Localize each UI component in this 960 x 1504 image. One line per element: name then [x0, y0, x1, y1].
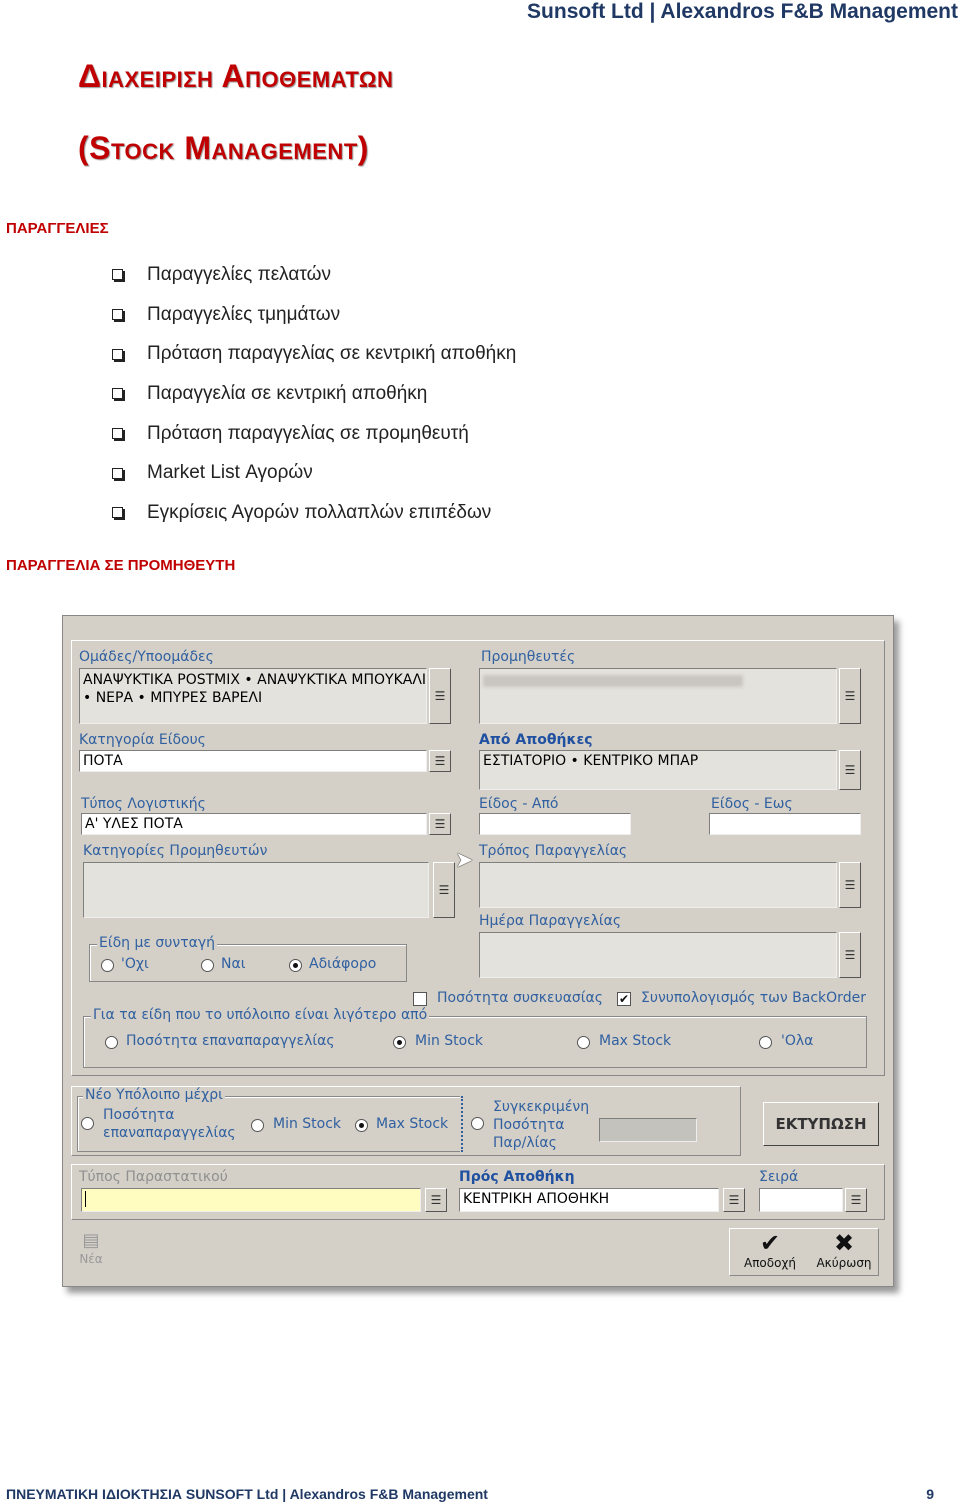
item-to-field[interactable] — [709, 813, 861, 835]
list-icon: ☰ — [434, 754, 446, 768]
category-field[interactable]: ΠΟΤΑ — [79, 750, 427, 772]
recipe-option-yes-label: Ναι — [221, 956, 246, 972]
series-lookup-button[interactable] — [845, 1188, 867, 1212]
list-item: Παραγγελίες τμημάτων — [110, 295, 516, 335]
checkbox-bullet-icon — [112, 428, 123, 439]
item-to-label: Είδος - Εως — [711, 796, 793, 812]
list-icon: ☰ — [844, 878, 856, 892]
suppliers-field[interactable] — [479, 668, 837, 724]
recipe-option-any-label: Αδιάφορο — [309, 956, 377, 972]
list-icon: ☰ — [844, 689, 856, 703]
groups-lookup-button[interactable] — [429, 668, 451, 724]
close-icon: ✖ — [833, 1229, 855, 1257]
category-lookup-button[interactable] — [429, 750, 451, 772]
list-item: Πρόταση παραγγελίας σε κεντρική αποθήκη — [110, 334, 516, 374]
checkbox-bullet-icon — [112, 309, 123, 320]
item-from-field[interactable] — [479, 813, 631, 835]
page-subtitle: (Stock Management) — [78, 130, 369, 166]
package-qty-label: Ποσότητα συσκευασίας — [437, 990, 603, 1006]
order-day-label: Ημέρα Παραγγελίας — [479, 913, 622, 929]
accept-button[interactable]: ✔ Αποδοχή — [735, 1230, 805, 1274]
recipe-radio-any[interactable] — [289, 959, 302, 972]
section-heading-supplier-order: ΠΑΡΑΓΓΕΛΙΑ ΣΕ ΠΡΟΜΗΘΕΥΤΗ — [6, 557, 236, 574]
checkmark-icon: ✔ — [759, 1229, 781, 1257]
to-warehouse-lookup-button[interactable] — [723, 1188, 745, 1212]
suppliers-label: Προμηθευτές — [481, 649, 576, 665]
recipe-option-no-label: 'Οχι — [121, 956, 149, 972]
order-day-lookup-button[interactable] — [839, 932, 861, 978]
supplier-order-window — [62, 615, 894, 1287]
new-balance-radio-min[interactable] — [251, 1119, 264, 1132]
series-label: Σειρά — [759, 1169, 799, 1185]
list-icon: ☰ — [434, 817, 446, 831]
from-warehouses-label: Από Αποθήκες — [479, 732, 593, 748]
recipe-radio-yes[interactable] — [201, 959, 214, 972]
list-icon: ☰ — [844, 763, 856, 777]
print-button[interactable]: ΕΚΤΥΠΩΣΗ — [763, 1102, 879, 1146]
supplier-categories-label: Κατηγορίες Προμηθευτών — [83, 843, 268, 859]
orders-list — [110, 255, 516, 533]
list-icon: ☰ — [430, 1193, 442, 1207]
list-item: Πρόταση παραγγελίας σε προμηθευτή — [110, 414, 516, 454]
balance-option-reorder-label: Ποσότητα επαναπαραγγελίας — [126, 1033, 335, 1049]
category-label: Κατηγορία Είδους — [79, 732, 206, 748]
list-icon: ☰ — [728, 1193, 740, 1207]
supplier-categories-lookup-button[interactable] — [433, 862, 455, 918]
page-number: 9 — [926, 1486, 934, 1502]
balance-group-title: Για τα είδη που το υπόλοιπο είναι λιγότερο από — [93, 1007, 428, 1023]
balance-option-all-label: 'Ολα — [781, 1033, 814, 1049]
from-warehouses-field[interactable]: ΕΣΤΙΑΤΟΡΙΟ • ΚΕΝΤΡΙΚΟ ΜΠΑΡ — [479, 750, 837, 790]
list-icon: ☰ — [844, 948, 856, 962]
page-header: Sunsoft Ltd | Alexandros F&B Management — [527, 0, 958, 23]
balance-radio-max[interactable] — [577, 1036, 590, 1049]
order-day-field[interactable] — [479, 932, 837, 978]
page-title: Διαχειριση Αποθεματων — [78, 58, 394, 94]
list-item: Παραγγελίες πελατών — [110, 255, 516, 295]
from-warehouses-lookup-button[interactable] — [839, 750, 861, 790]
item-from-label: Είδος - Από — [479, 796, 559, 812]
doc-type-field[interactable] — [81, 1188, 421, 1212]
suppliers-lookup-button[interactable] — [839, 668, 861, 724]
balance-option-max-label: Max Stock — [599, 1033, 672, 1049]
accounting-type-label: Τύπος Λογιστικής — [81, 796, 206, 812]
specific-qty-label: Συγκεκριμένη Ποσότητα Παρ/λίας — [493, 1099, 590, 1151]
groups-field[interactable]: ΑΝΑΨΥΚΤΙΚΑ POSTMIX • ΑΝΑΨΥΚΤΙΚΑ ΜΠΟΥΚΑΛΙ • ΝΕΡΑ • ΜΠΥΡΕΣ ΒΑΡΕΛΙ — [79, 668, 427, 724]
supplier-categories-field[interactable] — [83, 862, 429, 918]
balance-radio-reorder[interactable] — [105, 1036, 118, 1049]
mouse-pointer-icon: ➤ — [455, 848, 474, 873]
section-heading-orders: ΠΑΡΑΓΓΕΛΙΕΣ — [6, 220, 109, 237]
doc-type-lookup-button[interactable] — [425, 1188, 447, 1212]
list-item: Market List Αγορών — [110, 453, 516, 493]
new-balance-radio-specific[interactable] — [471, 1117, 484, 1130]
order-method-label: Τρόπος Παραγγελίας — [479, 843, 628, 859]
checkbox-bullet-icon — [112, 349, 123, 360]
doc-type-label: Τύπος Παραστατικού — [79, 1169, 228, 1185]
order-method-lookup-button[interactable] — [839, 862, 861, 908]
order-method-field[interactable] — [479, 862, 837, 908]
checkbox-bullet-icon — [112, 468, 123, 479]
cancel-button[interactable]: ✖ Ακύρωση — [809, 1230, 879, 1274]
new-button[interactable]: ▤ Νέα — [73, 1230, 109, 1274]
checkbox-bullet-icon — [112, 269, 123, 280]
new-balance-max-label: Max Stock — [376, 1116, 449, 1132]
package-qty-checkbox[interactable] — [413, 992, 427, 1006]
backorder-checkbox[interactable]: ✔ — [618, 992, 630, 1006]
series-field[interactable] — [759, 1188, 843, 1212]
new-balance-reorder-label: Ποσότητα επαναπαραγγελίας — [103, 1107, 236, 1141]
checkbox-bullet-icon — [112, 507, 123, 518]
new-balance-title: Νέο Υπόλοιπο μέχρι — [85, 1087, 223, 1103]
separator — [461, 1096, 463, 1152]
list-icon: ☰ — [438, 883, 450, 897]
checkbox-bullet-icon — [112, 388, 123, 399]
to-warehouse-field[interactable]: ΚΕΝΤΡΙΚΗ ΑΠΟΘΗΚΗ — [459, 1188, 719, 1212]
groups-label: Ομάδες/Υποομάδες — [79, 649, 214, 665]
recipe-radio-no[interactable] — [101, 959, 114, 972]
balance-radio-all[interactable] — [759, 1036, 772, 1049]
page-footer: ΠΝΕΥΜΑΤΙΚΗ ΙΔΙΟΚΤΗΣΙΑ SUNSOFT Ltd | Alexandros F&B Management — [6, 1486, 488, 1502]
blurred-supplier-value — [483, 675, 743, 687]
new-document-icon: ▤ — [82, 1230, 100, 1251]
accounting-type-lookup-button[interactable] — [429, 813, 451, 835]
balance-option-min-label: Min Stock — [415, 1033, 484, 1049]
new-balance-min-label: Min Stock — [273, 1116, 342, 1132]
list-icon: ☰ — [850, 1193, 862, 1207]
list-item: Παραγγελία σε κεντρική αποθήκη — [110, 374, 516, 414]
specific-qty-field[interactable] — [599, 1118, 697, 1142]
to-warehouse-label: Πρός Αποθήκη — [459, 1169, 575, 1185]
balance-radio-min[interactable] — [393, 1036, 406, 1049]
text-cursor — [85, 1191, 86, 1207]
list-item: Εγκρίσεις Αγορών πολλαπλών επιπέδων — [110, 493, 516, 533]
backorder-label: Συνυπολογισμός των BackOrder — [641, 990, 866, 1006]
accounting-type-field[interactable]: Α' ΥΛΕΣ ΠΟΤΑ — [81, 813, 427, 835]
recipe-group-title: Είδη με συνταγή — [99, 935, 216, 951]
new-balance-radio-max[interactable] — [355, 1119, 368, 1132]
new-balance-radio-reorder[interactable] — [81, 1117, 94, 1130]
list-icon: ☰ — [434, 689, 446, 703]
